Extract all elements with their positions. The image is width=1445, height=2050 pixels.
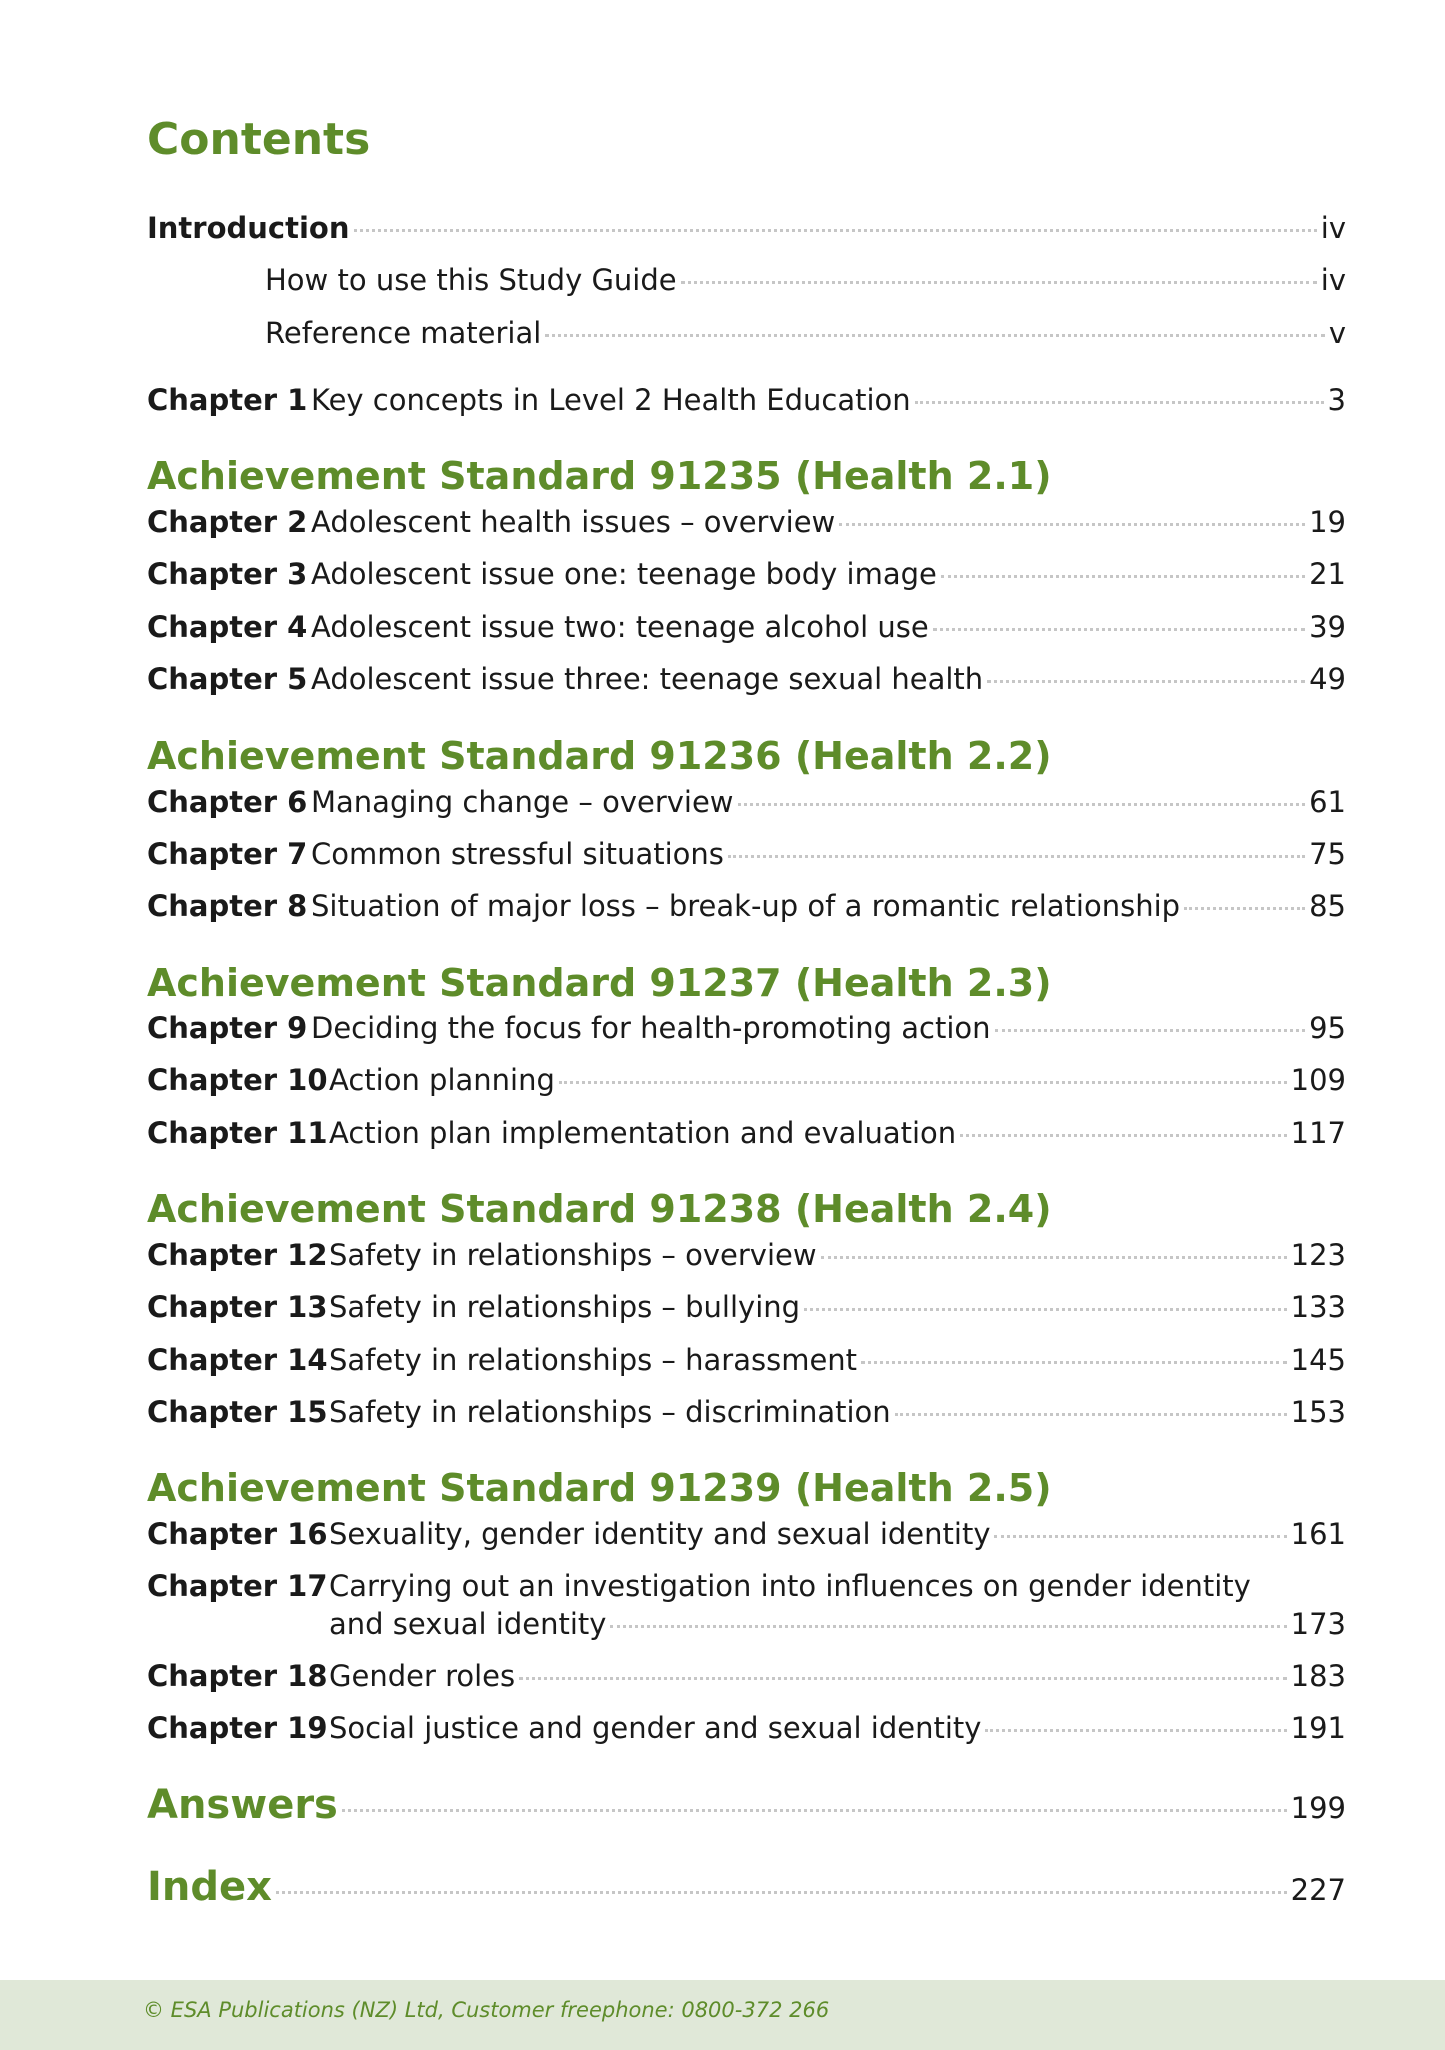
toc-entry-chapter-11[interactable] — [147, 1111, 1346, 1155]
chapter-label: Chapter 16 — [147, 1517, 328, 1551]
page-number: iv — [1320, 211, 1346, 245]
dot-leader — [342, 1809, 1287, 1812]
entry-title: Gender roles — [329, 1659, 516, 1693]
page-number: 183 — [1290, 1659, 1346, 1693]
chapter-label: Chapter 19 — [147, 1711, 328, 1745]
toc-entry-how-to-use[interactable] — [265, 258, 1346, 302]
toc-entry-chapter-18[interactable] — [147, 1654, 1346, 1698]
page-number: 61 — [1309, 785, 1346, 819]
toc-entry-chapter-19[interactable] — [147, 1706, 1346, 1750]
chapter-label: Chapter 18 — [147, 1659, 328, 1693]
entry-title: Adolescent issue one: teenage body image — [311, 557, 937, 591]
dot-leader — [804, 1308, 1287, 1311]
page-number: 75 — [1309, 837, 1346, 871]
page-number: 123 — [1290, 1238, 1346, 1272]
chapter-label: Chapter 7 — [147, 837, 308, 871]
entry-title: Social justice and gender and sexual identity — [329, 1711, 982, 1745]
toc-entry-index[interactable] — [147, 1857, 1346, 1917]
page-number: 49 — [1309, 662, 1346, 696]
entry-label: Introduction — [147, 211, 350, 245]
page-number: 95 — [1309, 1011, 1346, 1045]
chapter-label: Chapter 3 — [147, 557, 308, 591]
page-number: 85 — [1309, 889, 1346, 923]
page-number: v — [1328, 316, 1346, 350]
toc-entry-reference-material[interactable] — [265, 311, 1346, 355]
chapter-label: Chapter 12 — [147, 1238, 328, 1272]
entry-title-line-2: and sexual identity — [329, 1607, 607, 1641]
page-number: 161 — [1290, 1517, 1346, 1551]
standard-heading-91239: Achievement Standard 91239 (Health 2.5) — [147, 1466, 1052, 1510]
toc-entry-chapter-4[interactable] — [147, 605, 1346, 649]
entry-title: Safety in relationships – discrimination — [329, 1395, 891, 1429]
entry-title: Safety in relationships – overview — [329, 1238, 817, 1272]
entry-title: Action planning — [329, 1063, 555, 1097]
toc-entry-chapter-14[interactable] — [147, 1338, 1346, 1382]
page-number: 133 — [1290, 1290, 1346, 1324]
entry-title: Situation of major loss – break-up of a romantic relationship — [311, 889, 1181, 923]
entry-title: Deciding the focus for health-promoting action — [311, 1011, 991, 1045]
toc-entry-chapter-6[interactable] — [147, 780, 1346, 824]
dot-leader — [610, 1625, 1286, 1628]
standard-heading-91237: Achievement Standard 91237 (Health 2.3) — [147, 961, 1052, 1005]
dot-leader — [728, 855, 1305, 858]
chapter-label: Chapter 2 — [147, 505, 308, 539]
entry-title: Adolescent issue two: teenage alcohol use — [311, 610, 929, 644]
toc-entry-chapter-10[interactable] — [147, 1058, 1346, 1102]
dot-leader — [915, 401, 1324, 404]
chapter-label: Chapter 10 — [147, 1063, 328, 1097]
dot-leader — [994, 1535, 1286, 1538]
entry-title-line-1: Carrying out an investigation into influences on gender identity — [329, 1569, 1251, 1603]
page-number: 227 — [1290, 1873, 1346, 1907]
toc-entry-chapter-3[interactable] — [147, 552, 1346, 596]
entry-title: Index — [147, 1864, 272, 1910]
chapter-label: Chapter 6 — [147, 785, 308, 819]
dot-leader — [861, 1361, 1287, 1364]
toc-entry-chapter-8[interactable] — [147, 884, 1346, 928]
dot-leader — [559, 1081, 1287, 1084]
page-number: 21 — [1309, 557, 1346, 591]
dot-leader — [995, 1029, 1306, 1032]
toc-entry-chapter-15[interactable] — [147, 1390, 1346, 1434]
standard-heading-91238: Achievement Standard 91238 (Health 2.4) — [147, 1187, 1052, 1231]
page-number: 117 — [1290, 1116, 1346, 1150]
page-number: 109 — [1290, 1063, 1346, 1097]
entry-title: Safety in relationships – harassment — [329, 1343, 858, 1377]
toc-entry-chapter-7[interactable] — [147, 832, 1346, 876]
page-number: 145 — [1290, 1343, 1346, 1377]
chapter-label: Chapter 1 — [147, 383, 308, 417]
dot-leader — [985, 1729, 1286, 1732]
toc-entry-chapter-9[interactable] — [147, 1006, 1346, 1050]
entry-title: Sexuality, gender identity and sexual identity — [329, 1517, 991, 1551]
chapter-label: Chapter 11 — [147, 1116, 328, 1150]
entry-title: Safety in relationships – bullying — [329, 1290, 801, 1324]
toc-entry-answers[interactable] — [147, 1775, 1346, 1835]
entry-title: Action plan implementation and evaluation — [329, 1116, 957, 1150]
page-number: 3 — [1327, 383, 1346, 417]
page-number: 19 — [1309, 505, 1346, 539]
entry-title: Adolescent health issues – overview — [311, 505, 836, 539]
entry-title: Adolescent issue three: teenage sexual health — [311, 662, 984, 696]
page-title: Contents — [147, 114, 371, 165]
entry-title: Answers — [147, 1782, 338, 1828]
entry-title: Common stressful situations — [311, 837, 724, 871]
dot-leader — [276, 1891, 1287, 1894]
toc-entry-introduction[interactable] — [147, 206, 1346, 250]
dot-leader — [519, 1677, 1287, 1680]
dot-leader — [821, 1256, 1287, 1259]
standard-heading-91236: Achievement Standard 91236 (Health 2.2) — [147, 734, 1052, 778]
chapter-label: Chapter 14 — [147, 1343, 328, 1377]
footer-copyright: © ESA Publications (NZ) Ltd, Customer freephone: 0800-372 266 — [143, 1998, 830, 2022]
dot-leader — [960, 1134, 1286, 1137]
footer-band — [0, 1980, 1445, 2050]
dot-leader — [545, 334, 1325, 337]
toc-entry-chapter-12[interactable] — [147, 1233, 1346, 1277]
chapter-label: Chapter 17 — [147, 1569, 328, 1603]
dot-leader — [1184, 907, 1305, 910]
chapter-label: Chapter 5 — [147, 662, 308, 696]
chapter-label: Chapter 4 — [147, 610, 308, 644]
dot-leader — [354, 229, 1317, 232]
dot-leader — [738, 803, 1306, 806]
chapter-label: Chapter 15 — [147, 1395, 328, 1429]
chapter-label: Chapter 9 — [147, 1011, 308, 1045]
page-number: 153 — [1290, 1395, 1346, 1429]
entry-title: Managing change – overview — [311, 785, 734, 819]
page-number: 173 — [1290, 1607, 1346, 1641]
dot-leader — [895, 1413, 1287, 1416]
entry-title: Reference material — [265, 316, 542, 350]
toc-entry-chapter-16[interactable] — [147, 1512, 1346, 1556]
dot-leader — [681, 281, 1317, 284]
page-number: 39 — [1309, 610, 1346, 644]
page-number: 199 — [1290, 1791, 1346, 1825]
dot-leader — [933, 628, 1305, 631]
entry-title: Key concepts in Level 2 Health Education — [311, 383, 911, 417]
dot-leader — [941, 575, 1305, 578]
toc-entry-chapter-2[interactable] — [147, 500, 1346, 544]
dot-leader — [987, 680, 1305, 683]
entry-title: How to use this Study Guide — [265, 263, 677, 297]
toc-entry-chapter-1[interactable] — [147, 378, 1346, 422]
chapter-label: Chapter 13 — [147, 1290, 328, 1324]
toc-entry-chapter-5[interactable] — [147, 657, 1346, 701]
chapter-label: Chapter 8 — [147, 889, 308, 923]
dot-leader — [839, 523, 1305, 526]
toc-entry-chapter-17-continued[interactable] — [329, 1602, 1346, 1646]
page-number: 191 — [1290, 1711, 1346, 1745]
page-number: iv — [1320, 263, 1346, 297]
toc-entry-chapter-13[interactable] — [147, 1285, 1346, 1329]
standard-heading-91235: Achievement Standard 91235 (Health 2.1) — [147, 454, 1052, 498]
